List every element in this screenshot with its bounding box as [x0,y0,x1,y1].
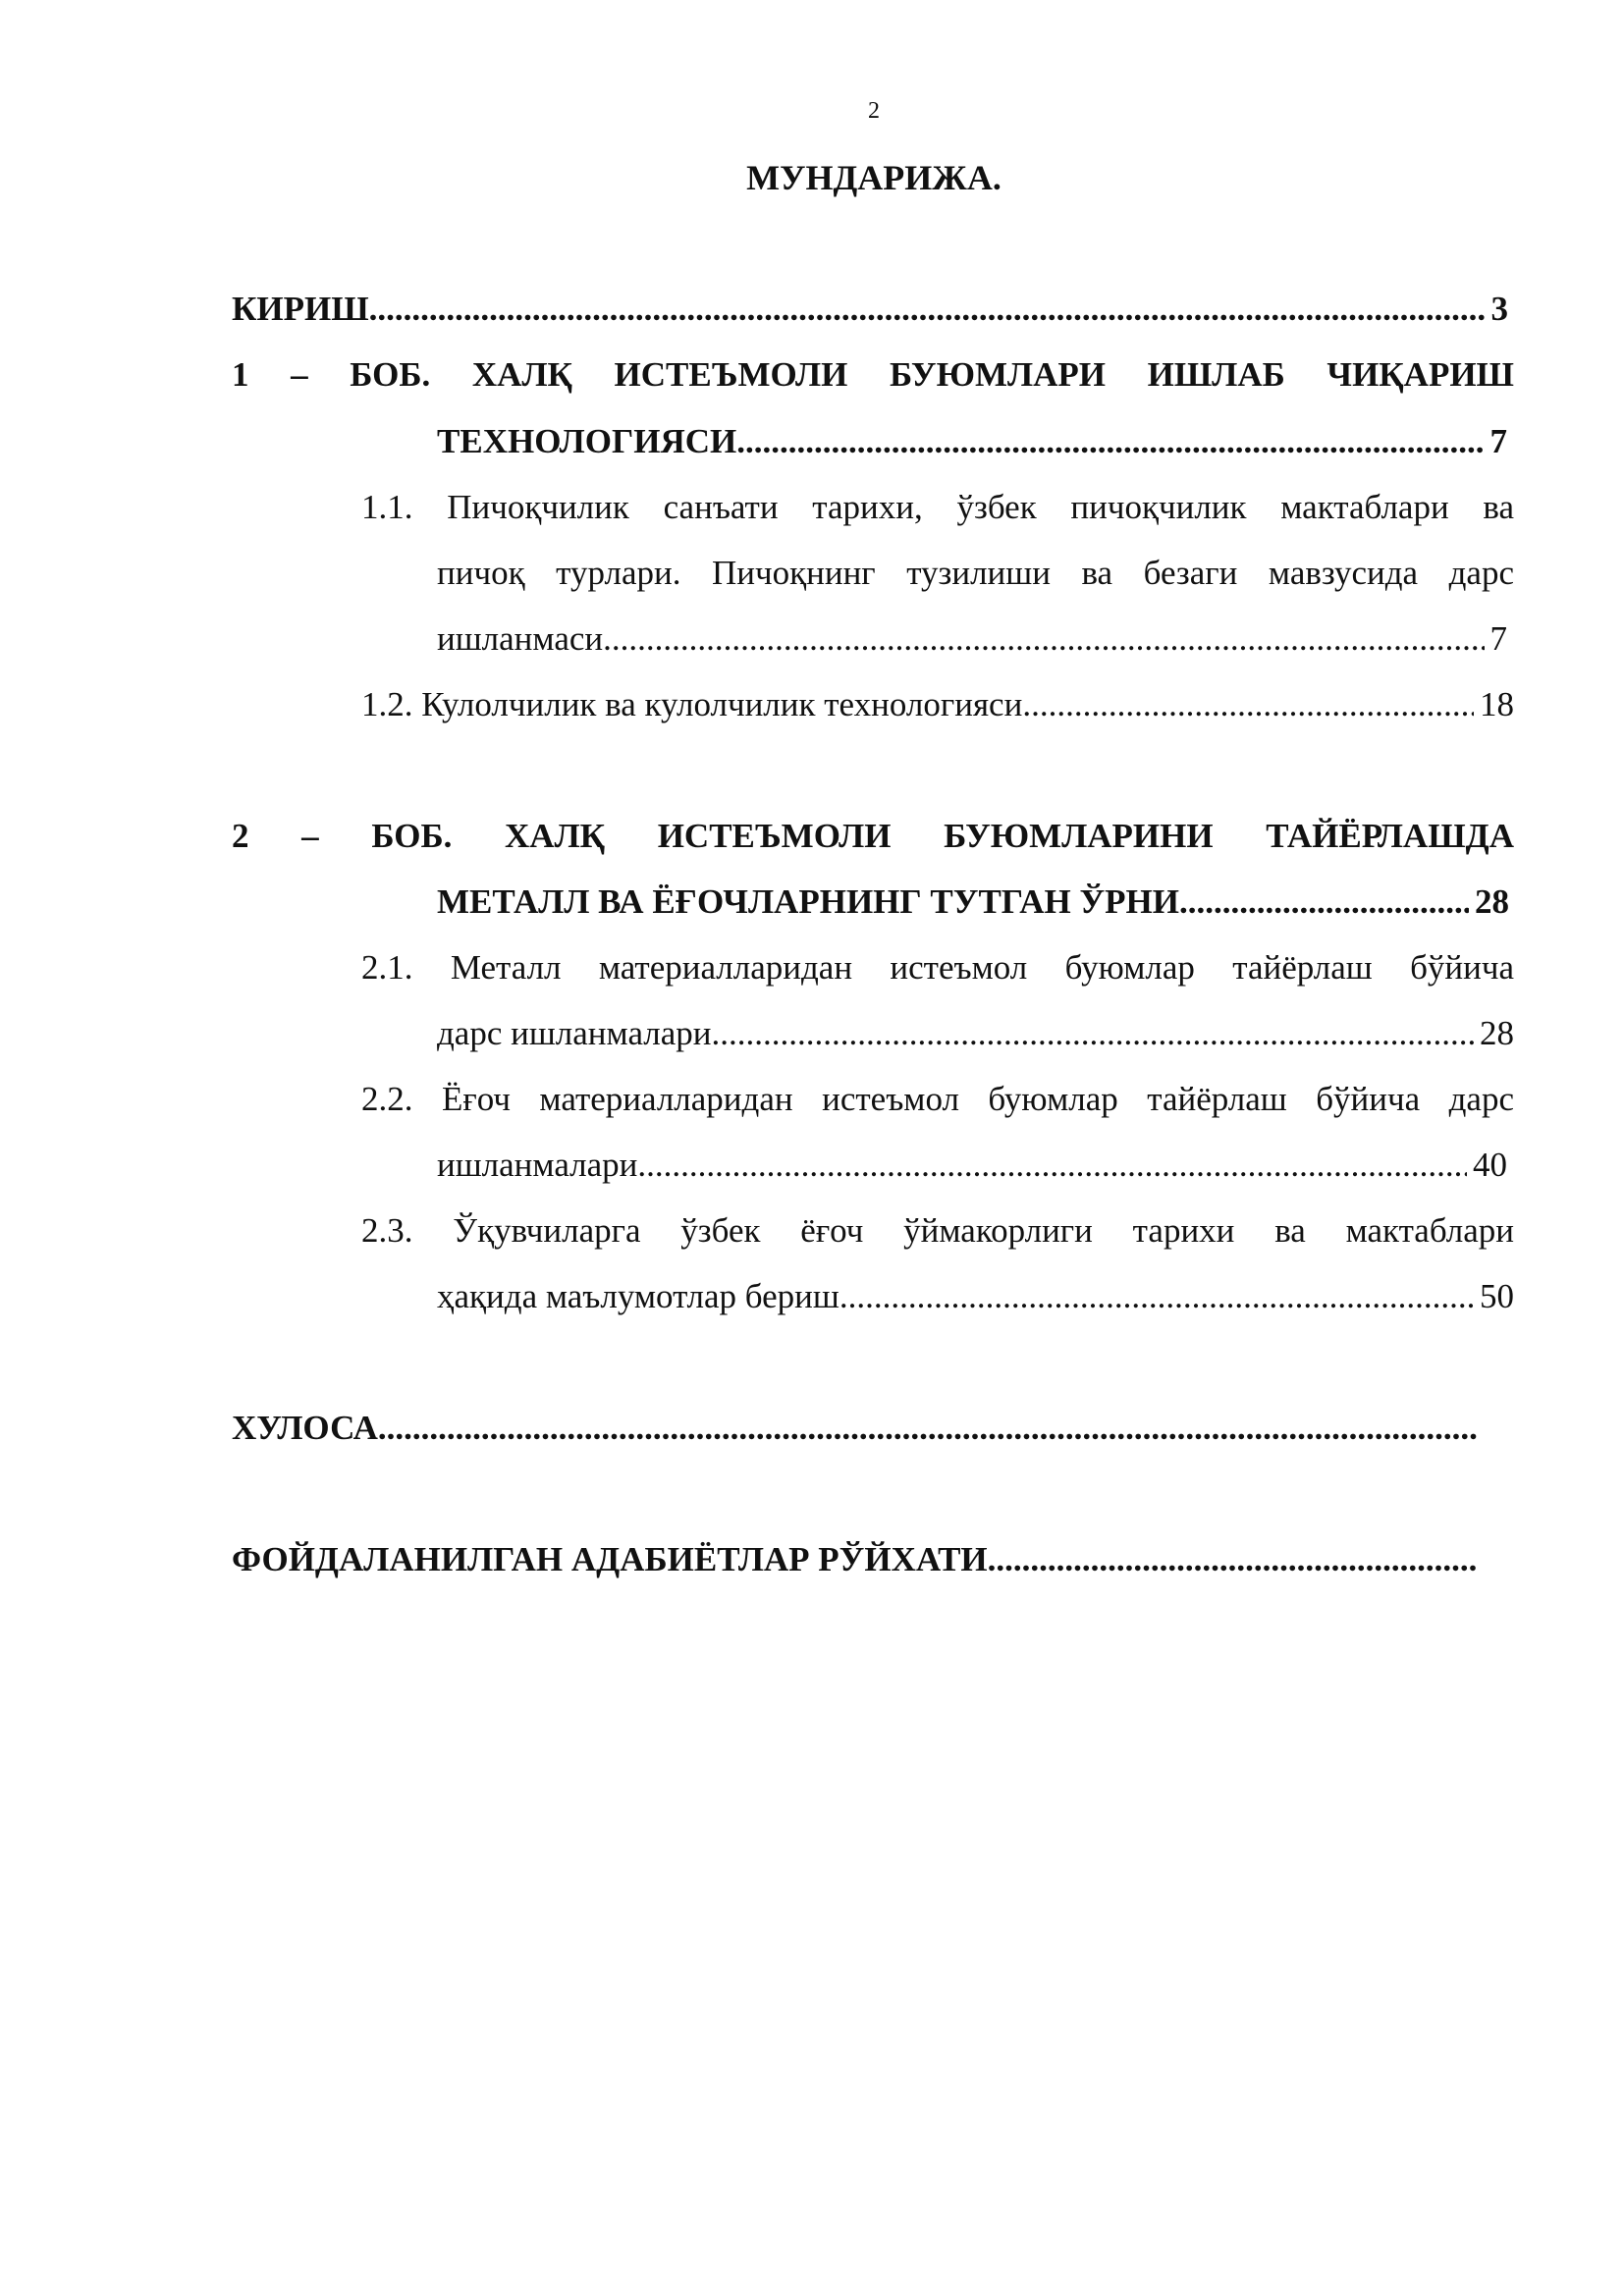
leader-dots [736,422,1484,461]
toc-chapter2-label: МЕТАЛЛ ВА ЁҒОЧЛАРНИНГ ТУТГАН ЎРНИ [437,882,1180,921]
toc-chapter1-label: ТЕХНОЛОГИЯСИ [437,422,737,460]
toc-entry-bibliography[interactable] [232,1540,1477,1579]
toc-entry-intro-label: КИРИШ [232,290,369,328]
toc-chapter1-line1[interactable]: 1 – БОБ. ХАЛҚ ИСТЕЪМОЛИ БУЮМЛАРИ ИШЛАБ ЧИҚАРИШ [232,355,1514,394]
toc-entry-bibliography-label: ФОЙДАЛАНИЛГАН АДАБИЁТЛАР РЎЙХАТИ [232,1540,988,1578]
leader-dots [839,1277,1474,1316]
toc-chapter1-line2[interactable] [437,422,1507,461]
toc-section-1-1-line2[interactable]: пичоқ турлари. Пичоқнинг тузилиши ва безаги мавзусида дарс [437,554,1514,592]
leader-dots [1022,685,1474,724]
toc-section-2-3-line1[interactable]: 2.3. Ўқувчиларга ўзбек ёғоч ўймакорлиги тарихи ва мактаблари [361,1211,1514,1250]
toc-section-2-3-page: 50 [1480,1277,1514,1315]
toc-section-2-2-label: ишланмалари [437,1146,638,1184]
toc-section-1-2-label: 1.2. Кулолчилик ва кулолчилик технологияси [361,685,1023,723]
toc-section-1-2[interactable] [361,685,1514,724]
toc-section-1-1-label: ишланмаси [437,619,604,658]
toc-chapter2-page: 28 [1475,882,1509,921]
leader-dots [988,1540,1477,1579]
toc-section-2-1-line1[interactable]: 2.1. Металл материалларидан истеъмол буюмлар тайёрлаш бўйича [361,948,1514,987]
toc-section-1-1-page: 7 [1489,619,1507,658]
toc-chapter2-line1[interactable]: 2 – БОБ. ХАЛҚ ИСТЕЪМОЛИ БУЮМЛАРИНИ ТАЙЁРЛАШДА [232,817,1514,855]
toc-section-2-3-label: ҳақида маълумотлар бериш [437,1277,839,1315]
toc-section-2-1-page: 28 [1480,1014,1514,1052]
leader-dots [637,1146,1467,1185]
toc-title: МУНДАРИЖА. [746,158,1001,197]
toc-entry-conclusion-label: ХУЛОСА [232,1409,378,1447]
toc-chapter1-page: 7 [1489,422,1507,460]
toc-section-1-2-page: 18 [1480,685,1514,723]
toc-entry-intro[interactable] [232,290,1508,329]
toc-section-2-1-label: дарс ишланмалари [437,1014,712,1052]
leader-dots [378,1409,1477,1448]
leader-dots [603,619,1484,659]
toc-section-2-2-line1[interactable]: 2.2. Ёғоч материалларидан истеъмол буюмлар тайёрлаш бўйича дарс [361,1080,1514,1118]
toc-section-2-2-line2[interactable] [437,1146,1507,1185]
toc-section-1-1-line3[interactable] [437,619,1507,659]
leader-dots [369,290,1486,329]
toc-entry-intro-page: 3 [1490,290,1508,328]
toc-section-2-2-page: 40 [1473,1146,1507,1184]
toc-chapter2-line2[interactable] [437,882,1509,922]
leader-dots [1179,882,1469,922]
leader-dots [712,1014,1474,1053]
page-number: 2 [868,98,880,124]
toc-section-2-3-line2[interactable] [437,1277,1514,1316]
toc-section-2-1-line2[interactable] [437,1014,1514,1053]
toc-entry-conclusion[interactable] [232,1409,1477,1448]
toc-section-1-1-line1[interactable]: 1.1. Пичоқчилик санъати тарихи, ўзбек пичоқчилик мактаблари ва [361,488,1514,526]
